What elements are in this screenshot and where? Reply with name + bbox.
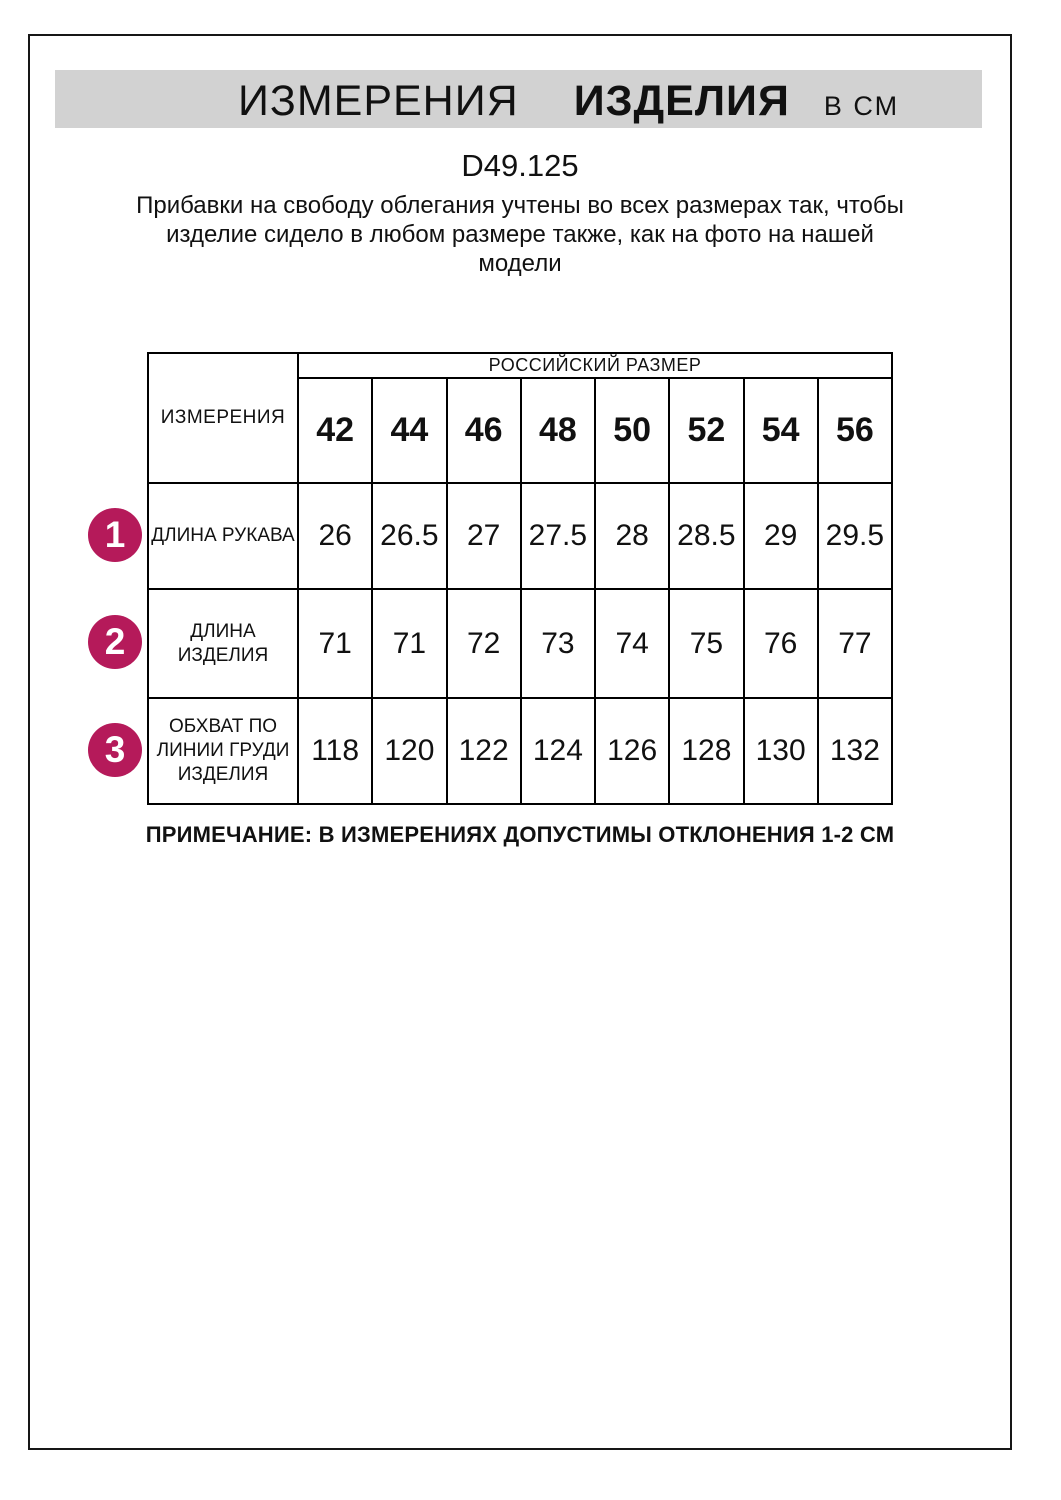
size-cell: 48 — [521, 378, 595, 483]
group-header-cell: РОССИЙСКИЙ РАЗМЕР — [298, 353, 892, 378]
table-row-group-header — [148, 353, 892, 378]
value-cell: 71 — [372, 589, 446, 698]
size-cell: 44 — [372, 378, 446, 483]
title-unit: В СМ — [823, 91, 900, 121]
value-cell: 73 — [521, 589, 595, 698]
corner-label-cell: ИЗМЕРЕНИЯ — [148, 353, 298, 483]
size-cell: 54 — [744, 378, 818, 483]
table-row-item-length — [148, 589, 892, 698]
description-line: изделие сидело в любом размере также, как на фото на нашей — [166, 221, 874, 248]
size-cell: 56 — [818, 378, 892, 483]
value-cell: 28.5 — [669, 483, 743, 589]
value-cell: 128 — [669, 698, 743, 804]
size-cell: 42 — [298, 378, 372, 483]
row-1-number: 1 — [104, 514, 126, 555]
table-row-chest-girth — [148, 698, 892, 804]
title-product: ИЗДЕЛИЯ — [573, 77, 790, 125]
value-cell: 72 — [447, 589, 521, 698]
measurement-label-cell: ОБХВАТ ПО ЛИНИИ ГРУДИ ИЗДЕЛИЯ — [148, 698, 298, 804]
value-cell: 26.5 — [372, 483, 446, 589]
table-row-sleeve-length — [148, 483, 892, 589]
size-cell: 52 — [669, 378, 743, 483]
value-cell: 71 — [298, 589, 372, 698]
value-cell: 27.5 — [521, 483, 595, 589]
title-measurements: ИЗМЕРЕНИЯ — [237, 77, 519, 125]
value-cell: 130 — [744, 698, 818, 804]
row-3-number-badge — [88, 723, 142, 777]
size-table — [147, 352, 893, 805]
value-cell: 26 — [298, 483, 372, 589]
value-cell: 76 — [744, 589, 818, 698]
description-line: Прибавки на свободу облегания учтены во всех размерах так, чтобы — [136, 192, 904, 219]
value-cell: 122 — [447, 698, 521, 804]
row-2-number-badge — [88, 615, 142, 669]
size-cell: 46 — [447, 378, 521, 483]
description-line: модели — [478, 250, 562, 277]
page-frame — [28, 34, 1012, 1450]
measurement-label-cell: ДЛИНА РУКАВА — [148, 483, 298, 589]
measurement-label-cell: ДЛИНА ИЗДЕЛИЯ — [148, 589, 298, 698]
value-cell: 29 — [744, 483, 818, 589]
size-cell: 50 — [595, 378, 669, 483]
row-2-number: 2 — [104, 621, 126, 662]
value-cell: 28 — [595, 483, 669, 589]
value-cell: 27 — [447, 483, 521, 589]
value-cell: 120 — [372, 698, 446, 804]
value-cell: 29.5 — [818, 483, 892, 589]
value-cell: 75 — [669, 589, 743, 698]
title-bar — [55, 70, 982, 128]
row-3-number: 3 — [104, 729, 126, 770]
description — [30, 191, 1010, 278]
value-cell: 126 — [595, 698, 669, 804]
value-cell: 77 — [818, 589, 892, 698]
tolerance-note: ПРИМЕЧАНИЕ: В ИЗМЕРЕНИЯХ ДОПУСТИМЫ ОТКЛОНЕНИЯ 1-2 СМ — [145, 822, 895, 847]
model-code: D49.125 — [461, 148, 579, 183]
value-cell: 118 — [298, 698, 372, 804]
value-cell: 124 — [521, 698, 595, 804]
value-cell: 74 — [595, 589, 669, 698]
value-cell: 132 — [818, 698, 892, 804]
row-1-number-badge — [88, 508, 142, 562]
